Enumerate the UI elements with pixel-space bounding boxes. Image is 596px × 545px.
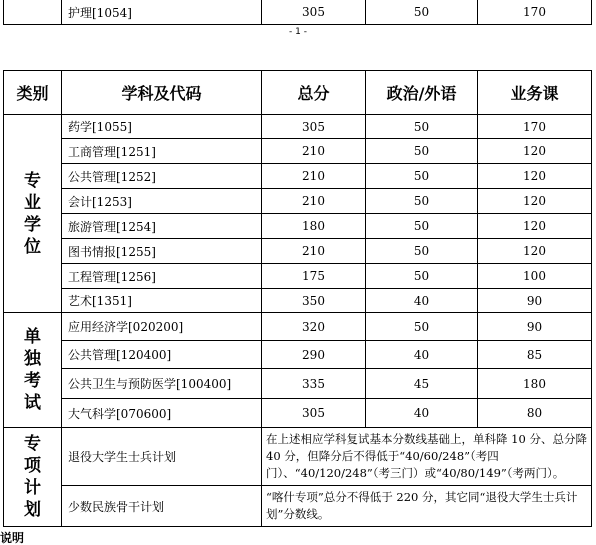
category-separate: 单独考试 bbox=[4, 313, 62, 428]
subject-cell: 应用经济学[020200] bbox=[62, 313, 262, 341]
politics-cell: 50 bbox=[366, 239, 478, 264]
major-cell: 90 bbox=[478, 289, 592, 313]
total-cell: 210 bbox=[262, 239, 366, 264]
subject-cell: 会计[1253] bbox=[62, 189, 262, 214]
subject-cell: 少数民族骨干计划 bbox=[62, 486, 262, 527]
major-cell: 170 bbox=[478, 0, 592, 25]
table-row bbox=[4, 486, 592, 527]
table-row bbox=[4, 428, 592, 486]
policy-note: “喀什专项”总分不得低于 220 分，其它同“退役大学生士兵计划”分数线。 bbox=[262, 486, 592, 527]
subject-cell: 护理[1054] bbox=[62, 0, 262, 25]
subject-cell: 大气科学[070600] bbox=[62, 399, 262, 428]
section-heading-fragment: 说明 bbox=[0, 531, 25, 545]
subject-cell: 工商管理[1251] bbox=[62, 139, 262, 164]
politics-cell: 50 bbox=[366, 164, 478, 189]
table-row bbox=[4, 164, 592, 189]
politics-cell: 45 bbox=[366, 369, 478, 399]
major-cell: 85 bbox=[478, 341, 592, 369]
continued-score-table bbox=[3, 0, 592, 25]
subject-cell: 公共卫生与预防医学[100400] bbox=[62, 369, 262, 399]
table-row bbox=[4, 313, 592, 341]
table-row bbox=[4, 115, 592, 139]
major-cell: 180 bbox=[478, 369, 592, 399]
major-cell: 120 bbox=[478, 214, 592, 239]
politics-cell: 50 bbox=[366, 0, 478, 25]
total-cell: 210 bbox=[262, 164, 366, 189]
politics-cell: 40 bbox=[366, 399, 478, 428]
table-row bbox=[4, 239, 592, 264]
subject-cell: 艺术[1351] bbox=[62, 289, 262, 313]
politics-cell: 50 bbox=[366, 189, 478, 214]
subject-cell: 旅游管理[1254] bbox=[62, 214, 262, 239]
subject-cell: 公共管理[120400] bbox=[62, 341, 262, 369]
table-row bbox=[4, 189, 592, 214]
politics-cell: 50 bbox=[366, 139, 478, 164]
politics-cell: 50 bbox=[366, 115, 478, 139]
major-cell: 120 bbox=[478, 139, 592, 164]
table-row bbox=[4, 341, 592, 369]
politics-cell: 40 bbox=[366, 341, 478, 369]
total-cell: 305 bbox=[262, 399, 366, 428]
table-row bbox=[4, 399, 592, 428]
header-subject: 学科及代码 bbox=[62, 71, 262, 115]
total-cell: 175 bbox=[262, 264, 366, 289]
total-cell: 290 bbox=[262, 341, 366, 369]
major-cell: 90 bbox=[478, 313, 592, 341]
table-row bbox=[4, 214, 592, 239]
subject-cell: 公共管理[1252] bbox=[62, 164, 262, 189]
page-number: - 1 - bbox=[289, 27, 307, 37]
subject-cell: 药学[1055] bbox=[62, 115, 262, 139]
politics-cell: 50 bbox=[366, 313, 478, 341]
subject-cell: 退役大学生士兵计划 bbox=[62, 428, 262, 486]
header-category: 类别 bbox=[4, 71, 62, 115]
score-table bbox=[3, 70, 592, 527]
category-professional: 专业学位 bbox=[4, 115, 62, 313]
subject-cell: 图书情报[1255] bbox=[62, 239, 262, 264]
header-row bbox=[4, 71, 592, 115]
politics-cell: 40 bbox=[366, 289, 478, 313]
major-cell: 100 bbox=[478, 264, 592, 289]
header-politics: 政治/外语 bbox=[366, 71, 478, 115]
total-cell: 210 bbox=[262, 189, 366, 214]
total-cell: 305 bbox=[262, 0, 366, 25]
major-cell: 120 bbox=[478, 189, 592, 214]
total-cell: 320 bbox=[262, 313, 366, 341]
politics-cell: 50 bbox=[366, 214, 478, 239]
total-cell: 180 bbox=[262, 214, 366, 239]
category-cell bbox=[4, 0, 62, 25]
header-major: 业务课 bbox=[478, 71, 592, 115]
table-row bbox=[4, 0, 592, 25]
subject-cell: 工程管理[1256] bbox=[62, 264, 262, 289]
total-cell: 335 bbox=[262, 369, 366, 399]
major-cell: 120 bbox=[478, 164, 592, 189]
policy-note: 在上述相应学科复试基本分数线基础上，单科降 10 分、总分降 40 分，但降分后不得低于“40/60/248”（考四门）、“40/120/248”（考三门）或“40/80/149”（考两门）。 bbox=[262, 428, 592, 486]
total-cell: 350 bbox=[262, 289, 366, 313]
table-row bbox=[4, 264, 592, 289]
table-row bbox=[4, 289, 592, 313]
table-row bbox=[4, 369, 592, 399]
category-special: 专项计划 bbox=[4, 428, 62, 527]
table-row bbox=[4, 139, 592, 164]
header-total: 总分 bbox=[262, 71, 366, 115]
major-cell: 120 bbox=[478, 239, 592, 264]
total-cell: 210 bbox=[262, 139, 366, 164]
major-cell: 170 bbox=[478, 115, 592, 139]
total-cell: 305 bbox=[262, 115, 366, 139]
major-cell: 80 bbox=[478, 399, 592, 428]
politics-cell: 50 bbox=[366, 264, 478, 289]
